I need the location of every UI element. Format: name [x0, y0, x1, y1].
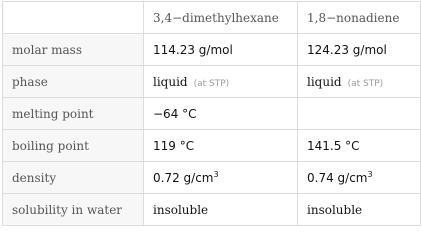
column-header-dimethylhexane: 3,4−dimethylhexane [144, 2, 298, 34]
density-exponent-b: 3 [367, 169, 373, 179]
density-exponent-a: 3 [213, 169, 219, 179]
row-label-solubility: solubility in water [3, 194, 144, 226]
column-header-nonadiene: 1,8−nonadiene [298, 2, 421, 34]
phase-note-b: (at STP) [347, 78, 384, 89]
table-row-molar-mass [3, 34, 421, 66]
cell-solubility-b: insoluble [298, 194, 421, 226]
cell-phase-a [144, 66, 298, 98]
phase-note-a: (at STP) [193, 78, 230, 89]
row-label-density: density [3, 162, 144, 194]
cell-molar-mass-a: 114.23 g/mol [144, 34, 298, 66]
cell-melting-point-b [298, 98, 421, 130]
cell-phase-b [298, 66, 421, 98]
cell-boiling-point-b: 141.5 °C [298, 130, 421, 162]
cell-boiling-point-a: 119 °C [144, 130, 298, 162]
properties-table [2, 1, 421, 226]
table-row-density [3, 162, 421, 194]
table-row-phase [3, 66, 421, 98]
table-row-solubility [3, 194, 421, 226]
header-row [3, 2, 421, 34]
row-label-phase: phase [3, 66, 144, 98]
cell-density-a [144, 162, 298, 194]
header-corner-cell [3, 2, 144, 34]
phase-value-a: liquid [153, 74, 188, 89]
density-value-a: 0.72 g/cm [153, 170, 214, 185]
row-label-molar-mass: molar mass [3, 34, 144, 66]
table-row-melting-point [3, 98, 421, 130]
cell-density-b [298, 162, 421, 194]
phase-value-b: liquid [307, 74, 342, 89]
table-row-boiling-point [3, 130, 421, 162]
row-label-melting-point: melting point [3, 98, 144, 130]
cell-molar-mass-b: 124.23 g/mol [298, 34, 421, 66]
density-value-b: 0.74 g/cm [307, 170, 368, 185]
cell-solubility-a: insoluble [144, 194, 298, 226]
row-label-boiling-point: boiling point [3, 130, 144, 162]
cell-melting-point-a: −64 °C [144, 98, 298, 130]
